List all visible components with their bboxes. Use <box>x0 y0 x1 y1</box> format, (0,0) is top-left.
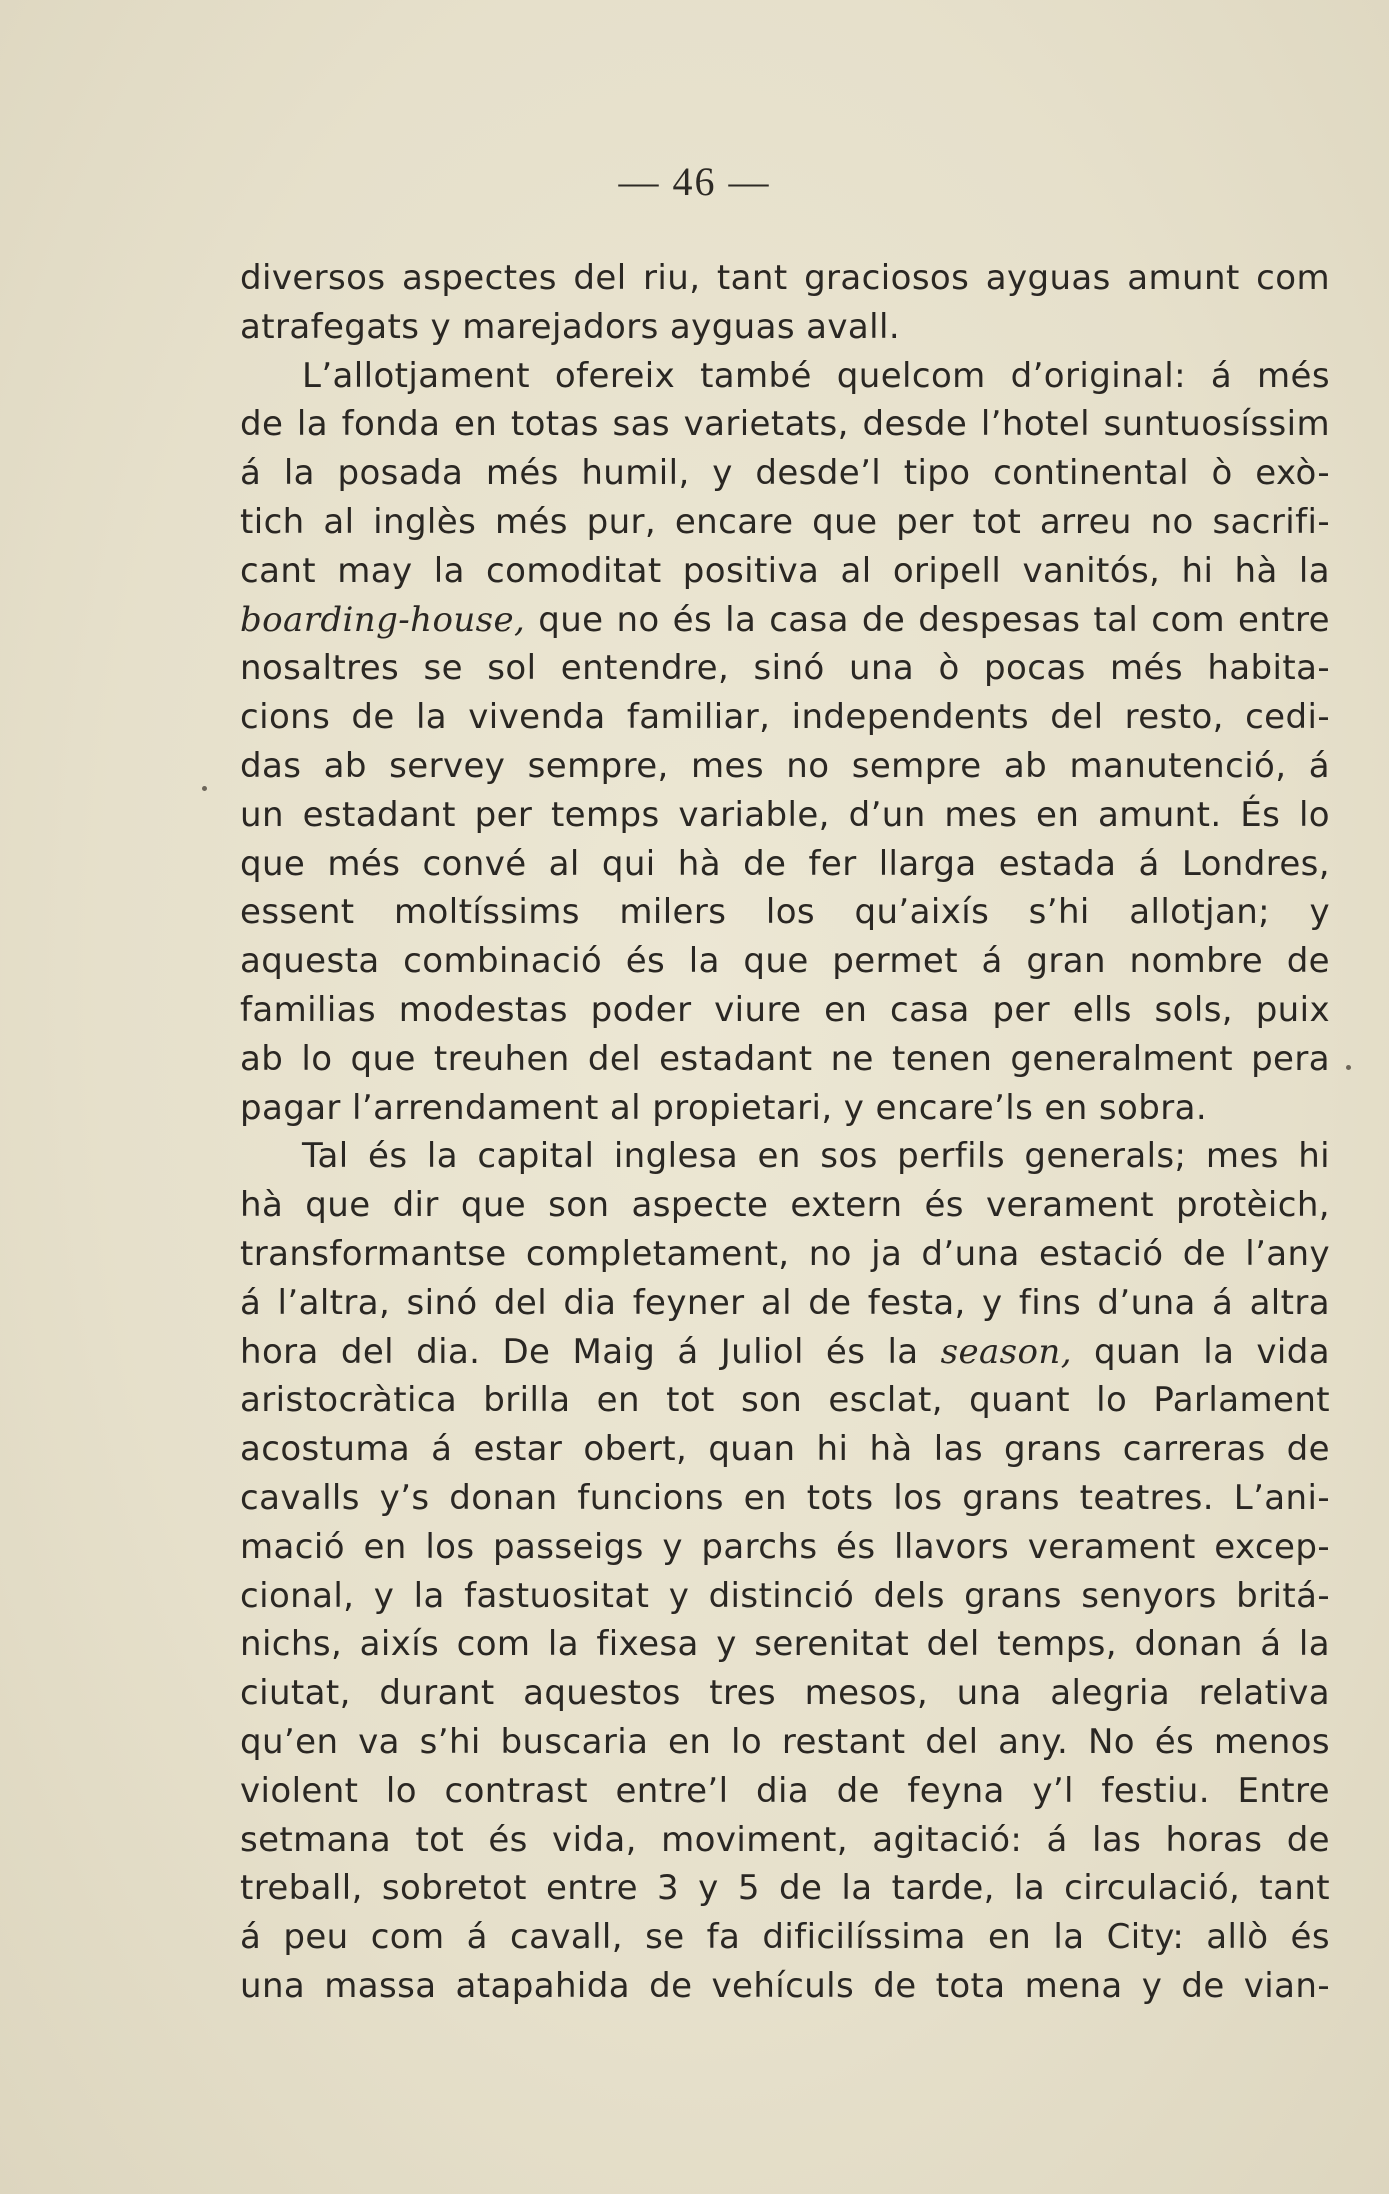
text-line: qu’en va s’hi buscaria en lo restant del any. No és menos <box>240 1721 1330 1762</box>
italic-term: season, <box>940 1331 1072 1372</box>
text-line: cavalls y’s donan funcions en tots los grans teatres. L’ani- <box>240 1477 1330 1518</box>
text-line: violent lo contrast entre’l dia de feyna y’l festiu. Entre <box>240 1770 1330 1811</box>
text-line: atrafegats y marejadors ayguas avall. <box>240 306 901 347</box>
text-line: aquesta combinació és la que permet á gran nombre de <box>240 941 1330 982</box>
text-line: ciutat, durant aquestos tres mesos, una alegria relativa <box>240 1673 1330 1714</box>
text-line: familias modestas poder viure en casa per ells sols, puix <box>240 989 1330 1030</box>
text-line: diversos aspectes del riu, tant graciosos ayguas amunt com <box>240 258 1330 298</box>
text-line: mació en los passeigs y parchs és llavors verament excep- <box>240 1526 1330 1567</box>
text-line: cant may la comoditat positiva al oripell vanitós, hi hà la <box>240 550 1330 591</box>
page-number: — 46 — <box>618 159 771 204</box>
text-line: hà que dir que son aspecte extern és verament protèich, <box>240 1185 1330 1226</box>
text-line: tich al inglès més pur, encare que per tot arreu no sacrifi- <box>240 501 1330 542</box>
text-line: aristocràtica brilla en tot son esclat, quant lo Parlament <box>240 1380 1330 1421</box>
margin-speck <box>1346 1065 1351 1070</box>
text-line: essent moltíssims milers los qu’aixís s’hi allotjan; y <box>240 892 1330 933</box>
text-line: ab lo que treuhen del estadant ne tenen generalment pera <box>240 1038 1330 1079</box>
text-line: á peu com á cavall, se fa dificilíssima en la City: allò és <box>240 1917 1330 1958</box>
text-segment: hora del dia. De Maig á Juliol és la <box>240 1331 941 1372</box>
text-segment: quan la vida <box>1071 1331 1330 1372</box>
text-line: que més convé al qui hà de fer llarga estada á Londres, <box>240 843 1330 884</box>
text-line: acostuma á estar obert, quan hi hà las grans carreras de <box>240 1429 1330 1470</box>
text-line: treball, sobretot entre 3 y 5 de la tarde, la circulació, tant <box>240 1868 1330 1909</box>
text-line: á l’altra, sinó del dia feyner al de festa, y fins d’una á altra <box>240 1282 1330 1323</box>
text-line: transformantse completament, no ja d’una estació de l’any <box>240 1233 1330 1274</box>
margin-speck <box>202 786 207 791</box>
text-line <box>240 596 1330 645</box>
italic-term: boarding-house, <box>240 599 526 640</box>
text-line: de la fonda en totas sas varietats, desde l’hotel suntuosíssim <box>240 404 1330 445</box>
text-line: nichs, aixís com la fixesa y serenitat del temps, donan á la <box>240 1624 1330 1665</box>
text-line: nosaltres se sol entendre, sinó una ò pocas més habita- <box>240 648 1330 689</box>
text-line: cional, y la fastuositat y distinció dels grans senyors britá- <box>240 1575 1330 1616</box>
body-text <box>240 254 1330 2011</box>
text-line: á la posada més humil, y desde’l tipo continental ò exò- <box>240 453 1330 494</box>
text-line: cions de la vivenda familiar, independents del resto, cedi- <box>240 697 1330 738</box>
text-line: L’allotjament ofereix també quelcom d’original: á més <box>302 355 1330 396</box>
text-line <box>240 1328 1330 1377</box>
text-line: das ab servey sempre, mes no sempre ab manutenció, á <box>240 745 1330 786</box>
text-line: setmana tot és vida, moviment, agitació: á las horas de <box>240 1819 1330 1860</box>
text-line: una massa atapahida de vehículs de tota mena y de vian- <box>240 1965 1330 2006</box>
text-line: Tal és la capital inglesa en sos perfils generals; mes hi <box>302 1136 1330 1177</box>
text-segment: que no és la casa de despesas tal com entre <box>525 599 1330 640</box>
text-line: pagar l’arrendament al propietari, y encare’ls en sobra. <box>240 1087 1208 1128</box>
text-line: un estadant per temps variable, d’un mes en amunt. És lo <box>240 794 1330 835</box>
